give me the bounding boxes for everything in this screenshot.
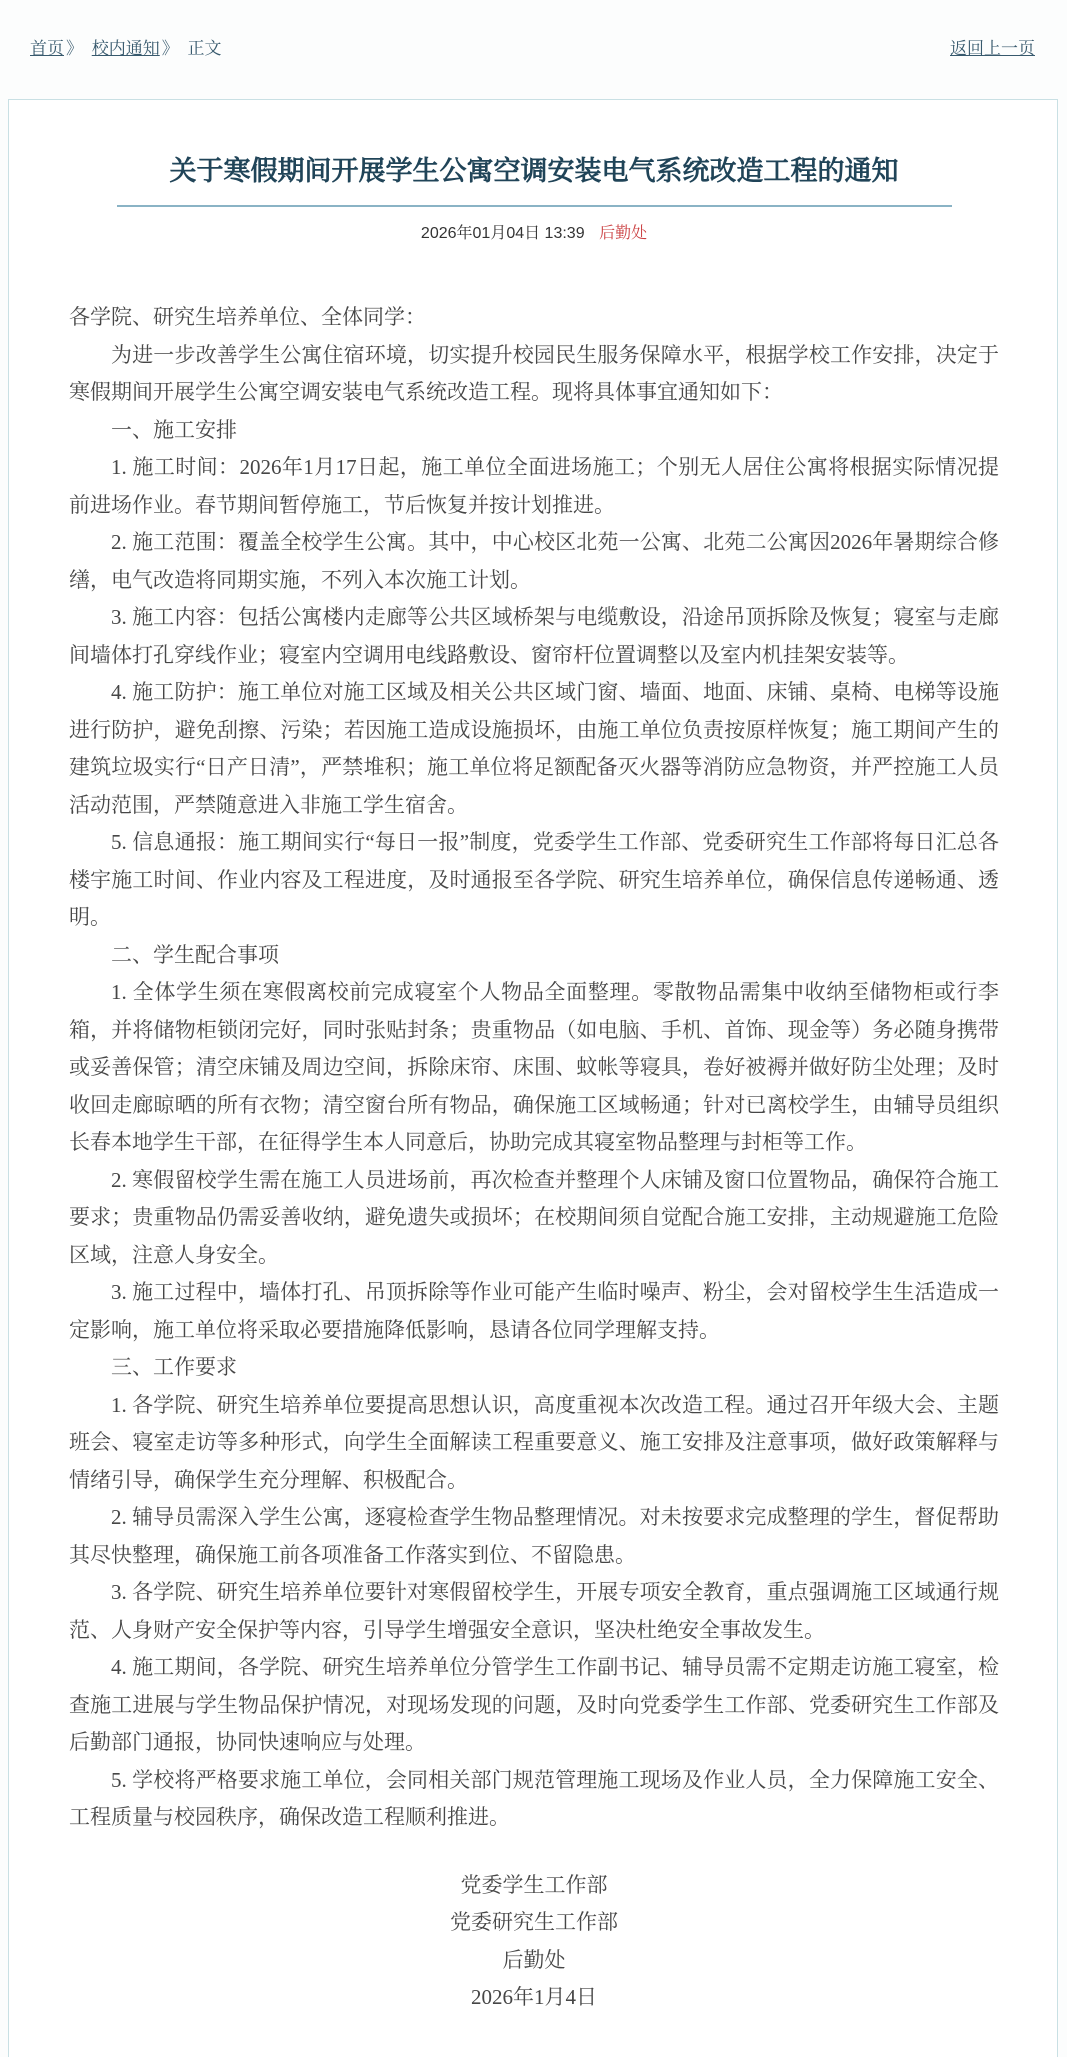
article-paragraph: 3. 施工内容：包括公寓楼内走廊等公共区域桥架与电缆敷设，沿途吊顶拆除及恢复；寝室与走廊间墙体打孔穿线作业；寝室内空调用电线路敷设、窗帘杆位置调整以及室内机挂架安装等。 bbox=[69, 605, 999, 667]
article-paragraph: 4. 施工期间，各学院、研究生培养单位分管学生工作副书记、辅导员需不定期走访施工寝室，检查施工进展与学生物品保护情况，对现场发现的问题，及时向党委学生工作部、党委研究生工作部及后勤部门通报，协同快速响应与处理。 bbox=[69, 1655, 999, 1755]
signature-line: 党委学生工作部 bbox=[460, 1872, 608, 1897]
signature-line: 党委研究生工作部 bbox=[450, 1910, 618, 1935]
article-paragraph: 1. 各学院、研究生培养单位要提高思想认识，高度重视本次改造工程。通过召开年级大会、主题班会、寝室走访等多种形式，向学生全面解读工程重要意义、施工安排及注意事项，做好政策解释与情绪引导，确保学生充分理解、积极配合。 bbox=[69, 1392, 999, 1492]
breadcrumb-separator: 》 bbox=[161, 39, 179, 58]
article-paragraph: 5. 信息通报：施工期间实行“每日一报”制度，党委学生工作部、党委研究生工作部将每日汇总各楼宇施工时间、作业内容及工程进度，及时通报至各学院、研究生培养单位，确保信息传递畅通、透明。 bbox=[69, 830, 999, 930]
top-navigation bbox=[0, 0, 1067, 59]
article-paragraph: 3. 各学院、研究生培养单位要针对寒假留校学生，开展专项安全教育，重点强调施工区域通行规范、人身财产安全保护等内容，引导学生增强安全意识，坚决杜绝安全事故发生。 bbox=[69, 1580, 999, 1642]
breadcrumb-item[interactable]: 校内通知 》 bbox=[91, 39, 179, 58]
article-paragraph: 2. 辅导员需深入学生公寓，逐寝检查学生物品整理情况。对未按要求完成整理的学生，督促帮助其尽快整理，确保施工前各项准备工作落实到位、不留隐患。 bbox=[69, 1505, 999, 1567]
article-paragraph: 4. 施工防护：施工单位对施工区域及相关公共区域门窗、墙面、地面、床铺、桌椅、电梯等设施进行防护，避免刮擦、污染；若因施工造成设施损坏，由施工单位负责按原样恢复；施工期间产生的建筑垃圾实行“日产日清”，严禁堆积；施工单位将足额配备灭火器等消防应急物资，并严控施工人员活动范围，严禁随意进入非施工学生宿舍。 bbox=[69, 680, 999, 817]
publish-department: 后勤处 bbox=[599, 225, 648, 243]
article-paragraph: 5. 学校将严格要求施工单位，会同相关部门规范管理施工现场及作业人员，全力保障施工安全、工程质量与校园秩序，确保改造工程顺利推进。 bbox=[69, 1767, 999, 1830]
page-title: 关于寒假期间开展学生公寓空调安装电气系统改造工程的通知 bbox=[169, 156, 899, 186]
article-paragraph: 为进一步改善学生公寓住宿环境，切实提升校园民生服务保障水平，根据学校工作安排，决定于寒假期间开展学生公寓空调安装电气系统改造工程。现将具体事宜通知如下： bbox=[69, 342, 999, 405]
article-paragraph: 各学院、研究生培养单位、全体同学： bbox=[69, 305, 426, 330]
article-paragraph: 1. 施工时间：2026年1月17日起，施工单位全面进场施工；个别无人居住公寓将根据实际情况提前进场作业。春节期间暂停施工，节后恢复并按计划推进。 bbox=[69, 455, 999, 517]
breadcrumb-item[interactable]: 首页 》 bbox=[30, 39, 83, 58]
signature-line: 后勤处 bbox=[502, 1947, 566, 1972]
article-meta bbox=[69, 220, 999, 243]
back-link[interactable]: 返回上一页 bbox=[950, 39, 1035, 58]
title-divider bbox=[117, 205, 952, 207]
publish-date: 2026年01月04日 13:39 bbox=[420, 225, 585, 243]
article-paragraph: 2. 施工范围：覆盖全校学生公寓。其中，中心校区北苑一公寓、北苑二公寓因2026年暑期综合修缮，电气改造将同期实施，不列入本次施工计划。 bbox=[69, 530, 999, 592]
breadcrumb bbox=[30, 34, 227, 59]
breadcrumb-separator: 》 bbox=[66, 39, 83, 58]
article-paragraph: 1. 全体学生须在寒假离校前完成寝室个人物品全面整理。零散物品需集中收纳至储物柜或行李箱，并将储物柜锁闭完好，同时张贴封条；贵重物品（如电脑、手机、首饰、现金等）务必随身携带或妥善保管；清空床铺及周边空间，拆除床帘、床围、蚊帐等寝具，卷好被褥并做好防尘处理；及时收回走廊晾晒的所有衣物；清空窗台所有物品，确保施工区域畅通；针对已离校学生，由辅导员组织长春本地学生干部，在征得学生本人同意后，协助完成其寝室物品整理与封柜等工作。 bbox=[69, 980, 999, 1155]
article-body bbox=[69, 299, 999, 1837]
signature-block bbox=[69, 1867, 999, 2017]
article-paragraph: 2. 寒假留校学生需在施工人员进场前，再次检查并整理个人床铺及窗口位置物品，确保符合施工要求；贵重物品仍需妥善收纳，避免遗失或损坏；在校期间须自觉配合施工安排，主动规避施工危险区域，注意人身安全。 bbox=[69, 1167, 999, 1267]
article-paragraph: 三、工作要求 bbox=[111, 1355, 237, 1380]
article-paragraph: 二、学生配合事项 bbox=[111, 942, 279, 967]
signature-line: 2026年1月4日 bbox=[471, 1985, 597, 2010]
breadcrumb-item[interactable]: 正文 bbox=[187, 39, 222, 58]
article-paragraph: 3. 施工过程中，墙体打孔、吊顶拆除等作业可能产生临时噪声、粉尘，会对留校学生生活造成一定影响，施工单位将采取必要措施降低影响，恳请各位同学理解支持。 bbox=[69, 1280, 999, 1342]
notice-article bbox=[8, 99, 1058, 2057]
article-paragraph: 一、施工安排 bbox=[111, 417, 237, 442]
